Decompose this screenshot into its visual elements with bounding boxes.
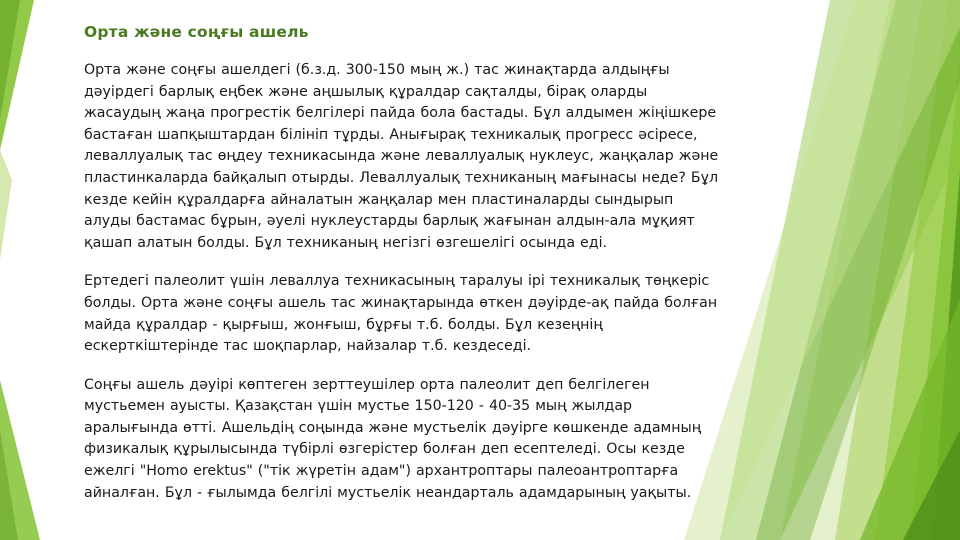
paragraph-2: Ертедегі палеолит үшін леваллуа техникасының таралуы ірі техникалық төңкеріс болды. Орта және соңғы ашель тас жинақтарында өткен дәуірде-ақ пайда болған майда құралдар - қырғыш, жонғыш, бұрғы т.б. болды. Бұл кезеңнің ескерткіштерінде тас шоқпарлар, найзалар т.б. кездеседі.	[84, 273, 718, 355]
page-title: Орта және соңғы ашель	[84, 23, 309, 41]
paragraph-3: Соңғы ашель дәуірі көптеген зерттеушілер орта палеолит деп белгілеген мустьемен ауысты. Қазақстан үшін мустье 150-120 - 40-35 мың жылдар аралығында өтті. Ашельдің соңында және мустьелік дәуірге көшкенде адамның физикалық құрылысында түбірлі өзгерістер болған деп есептеледі. Осы кезде ежелгі "Homo erektus" ("тік жүретін адам") архантроптары палеоантроптарға айналған. Бұл - ғылымда белгілі мустьелік неандарталь адамдарының уақыты.	[84, 376, 702, 501]
slide-content	[84, 22, 724, 504]
paragraph-1: Орта және соңғы ашелдегі (б.з.д. 300-150 мың ж.) тас жинақтарда алдыңғы дәуірдегі барлық еңбек және аңшылық құралдар сақталды, бірақ оларды жасаудың жаңа прогрестік белгілері пайда бола бастады. Бұл алдымен жіңішкере бастаған шапқыштардан білініп тұрды. Анығырақ техникалық прогресс әсіресе, леваллуалық тас өңдеу техникасында және леваллуалық нуклеус, жаңқалар және пластинкаларда байқалып отырды. Леваллуалық техниканың мағынасы неде? Бұл кезде кейін құралдарға айналатын жаңқалар мен пластиналарды сындырып алуды бастамас бұрын, әуелі нуклеустарды барлық жағынан алдын-ала мұқият қашап алатын болды. Бұл техниканың негізгі өзгешелігі осында еді.	[84, 62, 719, 251]
left-decoration	[0, 0, 60, 540]
